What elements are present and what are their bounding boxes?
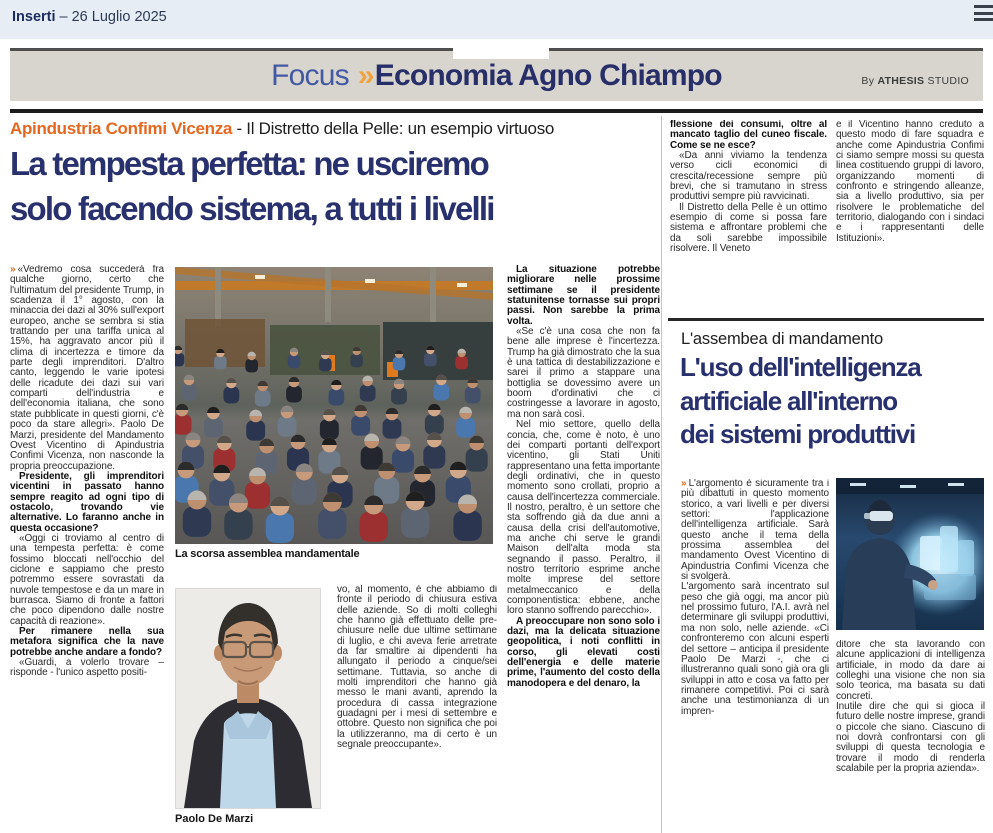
banner-section-title: Economia Agno Chiampo [374,59,722,92]
assembly-photo [175,267,493,544]
portrait-caption: Paolo De Marzi [175,813,254,825]
double-chevron-icon: » [357,59,374,92]
interview-answer: «Da anni viviamo la tendenza verso cicli economici di crescita/recessione sempre più brevi, che si tramutano in stress produttivi sempre più ravvicinati. [670,150,827,203]
interview-question: Per rimanere nella sua metafora significa che la nave potrebbe anche andare a fondo? [10,626,164,658]
interview-question: La situazione potrebbe migliorare nelle prossime settimane se il presidente statunitense tornasse sui propri passi. Non sarebbe la prima volta. [507,265,660,327]
article1-column-1 [10,265,164,833]
lead-paragraph [10,265,164,472]
article1-column-3 [337,585,497,833]
ai-factory-photo [836,478,984,630]
headline-line: La tempesta perfetta: ne usciremo [10,145,488,182]
paragraph: ditore che sta lavorando con alcune applicazioni di intelligenza artificiale, in modo da dare ai colleghi una visione che non sia solo teorica, ma basata su dati concreti. [836,640,985,702]
article2-headline [680,351,986,452]
headline-line: dei sistemi produttivi [680,419,916,449]
article1-kicker-sep: - [232,119,247,138]
paragraph-text: L'argomento è sicuramente tra i più dibattuti in questo momento storico, a vari livelli e per diversi settori: l'applicazione dell'intelligenza artificiale. Sarà questo anche il tema della prossima assemblea del mandamento Ovest Vicentino di Apindustria Confimi Vicenza che si svolgerà. [681,479,829,583]
article1-headline [10,141,665,231]
menu-bar [974,12,993,15]
hamburger-menu-icon[interactable] [974,5,993,27]
paragraph-text: «Vedremo cosa succederà fra qualche giorno, certo che l'ultimatum del presidente Trump, in scadenza il 1° agosto, con la minaccia dei dazi al 30% sull'export europeo, anche se sembra si stia trattando per una tariffa unica al 15%, ha aggravato ancor più il clima di incertezza e timore da parte degli imprenditori. D'altro canto, leggendo le varie ipotesi delle ricadute dei dazi sui vari comparti dell'industria e dell'economia italiana, che sono state pubblicate in questi giorni, c'è poco da stare allegri». Paolo De Marzi, presidente del Mandamento Ovest Vicentino di Apindustria Confimi Vicenza, non nasconde la propria preoccupazione. [10,265,164,472]
top-bar [0,0,993,39]
menu-bar [974,18,993,21]
article1-column-4 [507,265,660,833]
banner-notch [453,48,549,59]
interview-question: Presidente, gli imprenditori vicentini in passato hanno sempre reagito ad ogni tipo di ostacolo, trovando vie alternative. Lo faranno anche in questa occasione? [10,470,164,534]
paragraph-marker-icon: » [10,265,15,275]
paragraph: vo, al momento, è che abbiamo di fronte il periodo di chiusura estiva delle aziende. So di molti colleghi che hanno già effettuato delle pre-chiusure nelle due ultime settimane di luglio, e chi aveva ferie arretrate da far smaltire ai dipendenti ha allungato il periodo a cinque/sei settimane. Tuttavia, so anche di molti imprenditori che hanno già messo le mani avanti, aprendo la procedura di cassa integrazione guadagni per i mesi di settembre e ottobre. Questo non significa che poi la utilizzeranno, ma di certo è un segnale preoccupante». [337,585,497,751]
interview-question: A preoccupare non sono solo i dazi, ma la delicata situazione geopolitica, i noti conflitti in corso, gli elevati costi dell'energia e delle materie prime, l'aumento del costo della manodopera e del denaro, la [507,615,660,689]
lead-paragraph [681,479,829,582]
article1-column-5 [670,120,827,318]
byline-suffix: STUDIO [927,75,969,87]
byline-brand: ATHESIS [877,75,925,87]
masthead [12,9,167,25]
interview-answer: «Oggi ci troviamo al centro di una tempesta perfetta: è come fossimo bloccati nell'occhio del ciclone e sappiamo che presto potremmo essere sovrastati da nuvole tempestose e da un mare in burrasca. Siamo di fronte a fattori che poco dipendono dalle nostre capacità di reazione». [10,532,164,627]
assembly-photo-caption: La scorsa assemblea mandamentale [175,548,360,560]
main-horizontal-rule [10,109,983,113]
interview-answer: «Guardi, a volerlo trovare – risponde - l'unico aspetto positi- [10,657,164,679]
headline-line: L'uso dell'intelligenza [680,352,921,382]
headline-line: solo facendo sistema, a tutti i livelli [10,190,494,227]
article2-column-b [836,640,985,833]
masthead-date: – 26 Luglio 2025 [59,9,167,25]
article1-kicker [10,119,554,139]
article1-kicker-text: Il Distretto della Pelle: un esempio virtuoso [246,119,555,138]
interview-answer: «Se c'è una cosa che non fa bene alle imprese è l'incertezza. Trump ha già dimostrato che la sua è una tattica di destabilizzazione e sarei il primo a stappare una bottiglia se dovessimo avere un boom d'ordinativi che ci costringesse a lavorare in agosto, ma non sarà così. [507,326,660,420]
menu-bar [974,5,993,8]
interview-question: flessione dei consumi, oltre al mancato taglio del cuneo fiscale. Come se ne esce? [670,120,827,151]
article1-kicker-brand: Apindustria Confimi Vicenza [10,119,233,138]
article1-column-6 [836,120,984,318]
article2-column-a [681,479,829,833]
focus-banner [10,48,983,101]
paragraph: e il Vicentino hanno creduto a questo modo di fare squadra e anche come Apindustria Confimi ci siamo sempre mossi su questa linea costituendo gruppi di lavoro, organizzando momenti di confronto e stringendo alleanze, sia a livello produttivo, sia per risolvere le problematiche del territorio, dialogando con i sindaci e i rappresentanti delle Istituzioni». [836,120,984,244]
article2-horizontal-rule [668,318,984,321]
masthead-brand: Inserti [12,9,56,25]
portrait-photo [175,588,321,809]
studio-byline [861,75,969,87]
paragraph: L'argomento sarà incentrato sul peso che già oggi, ma ancor più nel prossimo futuro, l'A.I. avrà nel determinare gli sviluppi produttivi, ma non solo, nelle aziende. «Ci confronteremo con alcuni esperti del settore – anticipa il presidente Paolo De Marzi -, che ci illustreranno quali sono già ora gli sviluppi in atto e cosa va fatto per rimanere competitivi. Poi ci sarà anche una testimonianza di un impren- [681,581,829,717]
interview-answer: Nel mio settore, quello della concia, che, come è noto, è uno dei comparti portanti dell'export vicentino, gli Stati Uniti rappresentano una fetta importante degli ordinativi, che in questo momento sono crollati, proprio a causa dell'incertezza commerciale. Il nostro, peraltro, è un settore che sta soffrendo già da due anni a causa della crisi dell'automotive, ma anche chi serve le grandi Maison dell'alta moda sta segnando il passo. Peraltro, il nostro territorio esprime anche molte imprese del settore metalmeccanico e della componentistica: ebbene, anche loro stanno soffrendo parecchio». [507,419,660,617]
interview-answer: Il Distretto della Pelle è un ottimo esempio di come si possa fare sistema e affrontare problemi che da soli sarebbe impossibile risolvere. Il Veneto [670,201,827,255]
paragraph: Inutile dire che qui si gioca il futuro delle nostre imprese, grandi o piccole che siano. Ciascuno di noi dovrà confrontarsi con gli sviluppi di questa tecnologia e trovare il modo di renderla scalabile per la propria azienda». [836,701,985,775]
paragraph-marker-icon: » [681,479,686,489]
headline-line: artificiale all'interno [680,385,897,416]
byline-by: By [861,75,875,87]
banner-title [10,59,983,93]
banner-focus-label: Focus [271,59,349,92]
column-divider [661,116,662,833]
article2-kicker: L'assembea di mandamento [681,330,883,348]
